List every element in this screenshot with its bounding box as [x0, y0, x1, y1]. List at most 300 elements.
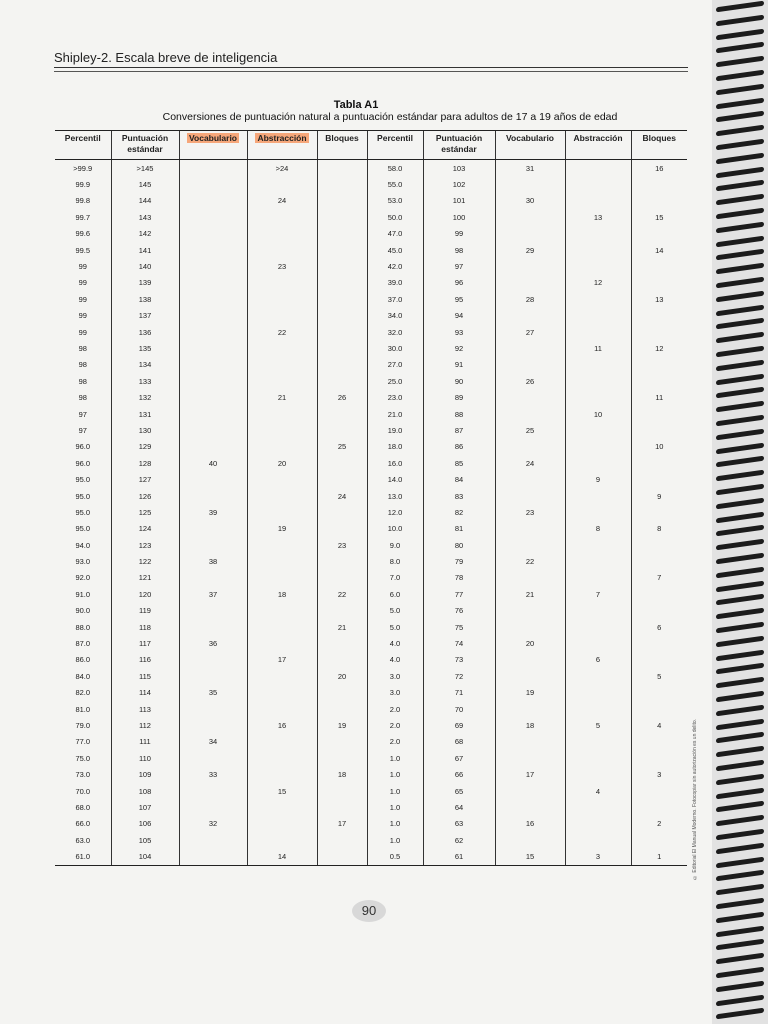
table-cell: 1.0	[367, 799, 423, 815]
copyright-note: © Editorial El Manual Moderno. Fotocopiar sin autorización es un delito.	[692, 718, 698, 880]
table-cell	[631, 783, 687, 799]
table-cell: 139	[111, 275, 179, 291]
table-cell: 18	[247, 586, 317, 602]
spiral-coil	[716, 539, 764, 551]
table-cell	[565, 455, 631, 471]
table-cell: 63	[423, 816, 495, 832]
table-cell: 2	[631, 816, 687, 832]
table-cell: 45.0	[367, 242, 423, 258]
table-cell: 95.0	[75, 507, 91, 517]
column-header-label: Puntuación estándar	[435, 133, 483, 154]
table-cell: 121	[111, 570, 179, 586]
table-cell	[317, 635, 367, 651]
table-row	[55, 324, 687, 340]
table-cell: 50.0	[367, 209, 423, 225]
spiral-coil	[716, 884, 764, 896]
table-cell: 61.0	[55, 848, 111, 865]
table-cell	[179, 521, 247, 537]
table-cell	[247, 504, 317, 520]
table-cell	[631, 504, 687, 520]
spiral-coil	[716, 194, 764, 206]
table-cell: 140	[111, 258, 179, 274]
table-cell	[179, 603, 247, 619]
spiral-coil	[716, 442, 764, 454]
table-cell	[631, 635, 687, 651]
spiral-coil	[716, 622, 764, 634]
table-cell	[179, 160, 247, 177]
table-cell: >24	[247, 160, 317, 177]
spiral-coil	[716, 125, 764, 137]
table-cell: 6	[565, 652, 631, 668]
spiral-coil	[716, 497, 764, 509]
table-cell	[247, 226, 317, 242]
table-cell	[317, 685, 367, 701]
table-cell: 11	[631, 389, 687, 405]
table-row	[55, 668, 687, 684]
table-cell: 23	[247, 258, 317, 274]
table-cell	[565, 701, 631, 717]
table-cell	[565, 226, 631, 242]
table-cell: 81	[423, 521, 495, 537]
table-cell	[179, 570, 247, 586]
table-cell: 14	[631, 242, 687, 258]
table-cell: 21.0	[367, 406, 423, 422]
table-cell	[565, 308, 631, 324]
spiral-coil	[716, 359, 764, 371]
table-cell	[495, 389, 565, 405]
table-cell: 15	[495, 848, 565, 865]
table-cell: 24	[317, 488, 367, 504]
table-cell	[179, 258, 247, 274]
table-cell	[179, 406, 247, 422]
table-row	[55, 242, 687, 258]
table-cell: 14.0	[367, 471, 423, 487]
table-cell: 143	[111, 209, 179, 225]
table-cell: 144	[111, 193, 179, 209]
table-cell	[631, 471, 687, 487]
table-cell: 9.0	[367, 537, 423, 553]
table-cell	[247, 799, 317, 815]
table-cell	[179, 242, 247, 258]
table-cell: 1.0	[367, 750, 423, 766]
table-cell	[317, 848, 367, 865]
table-row	[55, 816, 687, 832]
table-cell: 27.0	[367, 357, 423, 373]
table-cell: 7.0	[367, 570, 423, 586]
table-cell: 92.0	[75, 573, 91, 583]
table-cell: 115	[111, 668, 179, 684]
spiral-coil	[716, 1008, 764, 1020]
table-cell	[179, 848, 247, 865]
table-cell	[179, 717, 247, 733]
table-cell	[179, 340, 247, 356]
table-row	[55, 226, 687, 242]
table-cell: 4.0	[367, 652, 423, 668]
spiral-coil	[716, 470, 764, 482]
table-row	[55, 373, 687, 389]
table-cell: 7	[631, 570, 687, 586]
table-cell: 84.0	[75, 671, 91, 681]
column-header	[631, 131, 687, 160]
spiral-coil	[716, 815, 764, 827]
table-cell	[317, 832, 367, 848]
table-cell: 25	[495, 422, 565, 438]
spiral-coil	[716, 277, 764, 289]
table-cell	[317, 242, 367, 258]
spiral-binding	[712, 0, 768, 1024]
spiral-coil	[716, 387, 764, 399]
table-cell: 130	[111, 422, 179, 438]
table-cell: 98	[78, 376, 87, 386]
table-cell	[317, 799, 367, 815]
table-cell: 98	[78, 393, 87, 403]
table-cell: 120	[111, 586, 179, 602]
table-cell: 16.0	[367, 455, 423, 471]
table-cell	[247, 439, 317, 455]
table-cell	[317, 783, 367, 799]
table-cell: 69	[423, 717, 495, 733]
table-cell: 123	[111, 537, 179, 553]
spiral-coil	[716, 221, 764, 233]
spiral-coil	[716, 566, 764, 578]
table-row	[55, 701, 687, 717]
table-row	[55, 635, 687, 651]
table-cell: 66	[423, 766, 495, 782]
table-cell: 22	[495, 553, 565, 569]
table-cell: 3	[565, 848, 631, 865]
column-header	[317, 131, 367, 160]
table-cell: 16	[631, 160, 687, 177]
spiral-coil	[716, 14, 764, 26]
table-cell: 91.0	[75, 589, 91, 599]
table-cell	[247, 750, 317, 766]
spiral-coil	[716, 180, 764, 192]
table-cell	[179, 357, 247, 373]
table-cell: 19	[247, 521, 317, 537]
table-cell: 55.0	[367, 176, 423, 192]
table-cell	[179, 619, 247, 635]
table-cell: 133	[111, 373, 179, 389]
table-cell	[565, 389, 631, 405]
table-cell	[565, 685, 631, 701]
spiral-coil	[716, 346, 764, 358]
table-cell	[179, 422, 247, 438]
table-cell: 109	[111, 766, 179, 782]
table-row	[55, 799, 687, 815]
table-cell: 14	[247, 848, 317, 865]
table-cell: 23.0	[367, 389, 423, 405]
table-cell: 112	[111, 717, 179, 733]
spiral-coil	[716, 953, 764, 965]
table-cell: >99.9	[73, 163, 93, 173]
table-cell: 23	[495, 504, 565, 520]
table-cell: 111	[111, 734, 179, 750]
table-cell	[247, 209, 317, 225]
header-rule	[54, 67, 688, 72]
spiral-coil	[716, 290, 764, 302]
table-cell	[247, 340, 317, 356]
table-row	[55, 471, 687, 487]
table-cell	[495, 439, 565, 455]
spiral-coil	[716, 939, 764, 951]
table-cell	[179, 537, 247, 553]
table-cell: 138	[111, 291, 179, 307]
column-header	[565, 131, 631, 160]
table-cell: 4	[565, 783, 631, 799]
table-cell	[631, 685, 687, 701]
table-cell	[247, 471, 317, 487]
table-row	[55, 406, 687, 422]
table-cell: 3.0	[367, 668, 423, 684]
table-cell	[495, 209, 565, 225]
table-row	[55, 537, 687, 553]
table-row	[55, 717, 687, 733]
table-row	[55, 422, 687, 438]
table-cell	[631, 832, 687, 848]
table-cell	[495, 570, 565, 586]
table-cell: 26	[317, 389, 367, 405]
table-cell: 136	[111, 324, 179, 340]
table-cell	[495, 340, 565, 356]
table-cell	[247, 570, 317, 586]
table-cell: 99.6	[75, 229, 91, 239]
table-cell: 95.0	[75, 475, 91, 485]
table-cell	[179, 832, 247, 848]
table-row	[55, 783, 687, 799]
table-cell	[565, 832, 631, 848]
table-cell: 1.0	[367, 783, 423, 799]
column-header-label: Bloques	[325, 133, 359, 143]
table-cell	[179, 488, 247, 504]
table-cell: 81.0	[75, 704, 91, 714]
table-cell: 20	[317, 668, 367, 684]
spiral-coil	[716, 842, 764, 854]
table-cell: 108	[111, 783, 179, 799]
table-cell: 127	[111, 471, 179, 487]
table-cell	[631, 799, 687, 815]
spiral-coil	[716, 911, 764, 923]
table-cell: 0.5	[367, 848, 423, 865]
spiral-coil	[716, 967, 764, 979]
table-cell: 68	[423, 734, 495, 750]
table-cell: 113	[111, 701, 179, 717]
table-row	[55, 685, 687, 701]
spiral-coil	[716, 635, 764, 647]
table-cell	[495, 471, 565, 487]
table-cell: 34	[179, 734, 247, 750]
column-header-label: Puntuación estándar	[121, 133, 169, 154]
spiral-coil	[716, 208, 764, 220]
table-cell	[247, 357, 317, 373]
spiral-coil	[716, 152, 764, 164]
table-cell: 32	[179, 816, 247, 832]
table-cell	[631, 586, 687, 602]
table-cell	[179, 389, 247, 405]
table-cell: 98	[78, 343, 87, 353]
column-header	[55, 131, 111, 160]
spiral-coil	[716, 42, 764, 54]
column-header	[247, 131, 317, 160]
spiral-coil	[716, 801, 764, 813]
table-cell: 90	[423, 373, 495, 389]
table-cell	[565, 373, 631, 389]
table-cell: 86.0	[75, 655, 91, 665]
table-cell: 142	[111, 226, 179, 242]
table-cell: 63.0	[75, 835, 91, 845]
table-cell	[317, 176, 367, 192]
spiral-coil	[716, 760, 764, 772]
spiral-coil	[716, 994, 764, 1006]
table-cell	[179, 783, 247, 799]
table-cell: 18	[317, 766, 367, 782]
table-cell: >145	[111, 160, 179, 177]
column-header-label: Bloques	[642, 133, 677, 143]
table-cell: 10	[565, 406, 631, 422]
table-cell: 73	[423, 652, 495, 668]
table-cell: 131	[111, 406, 179, 422]
table-cell	[495, 734, 565, 750]
table-cell: 1.0	[367, 832, 423, 848]
spiral-coil	[716, 332, 764, 344]
table-cell: 21	[495, 586, 565, 602]
spiral-coil	[716, 484, 764, 496]
table-cell	[179, 291, 247, 307]
table-cell	[247, 766, 317, 782]
table-cell: 37	[179, 586, 247, 602]
table-row	[55, 521, 687, 537]
column-header	[367, 131, 423, 160]
table-cell: 102	[423, 176, 495, 192]
table-cell: 5	[565, 717, 631, 733]
table-cell: 107	[111, 799, 179, 815]
table-cell	[247, 176, 317, 192]
spiral-coil	[716, 97, 764, 109]
spiral-coil	[716, 235, 764, 247]
table-cell: 96.0	[75, 458, 91, 468]
table-cell	[247, 242, 317, 258]
spiral-coil	[716, 28, 764, 40]
table-cell: 114	[111, 685, 179, 701]
table-cell	[317, 193, 367, 209]
table-cell: 78	[423, 570, 495, 586]
table-cell: 99.9	[75, 180, 91, 190]
table-cell: 39	[179, 504, 247, 520]
table-cell: 6	[631, 619, 687, 635]
table-cell	[179, 308, 247, 324]
table-cell	[495, 750, 565, 766]
table-row	[55, 209, 687, 225]
table-cell	[565, 357, 631, 373]
table-cell	[317, 553, 367, 569]
table-cell	[317, 422, 367, 438]
table-cell	[495, 226, 565, 242]
table-cell: 2.0	[367, 734, 423, 750]
table-row	[55, 455, 687, 471]
table-cell: 47.0	[367, 226, 423, 242]
table-row	[55, 750, 687, 766]
table-cell: 40	[179, 455, 247, 471]
table-cell	[179, 193, 247, 209]
table-cell	[247, 488, 317, 504]
spiral-coil	[716, 263, 764, 275]
table-cell: 99	[78, 327, 87, 337]
table-cell	[631, 422, 687, 438]
table-cell: 116	[111, 652, 179, 668]
table-cell	[565, 553, 631, 569]
table-cell: 105	[111, 832, 179, 848]
table-cell	[565, 766, 631, 782]
table-cell: 96.0	[75, 442, 91, 452]
conversion-table	[55, 130, 687, 866]
table-cell: 11	[565, 340, 631, 356]
table-cell	[179, 799, 247, 815]
table-cell: 106	[111, 816, 179, 832]
spiral-coil	[716, 56, 764, 68]
table-cell: 30.0	[367, 340, 423, 356]
table-cell	[495, 521, 565, 537]
spiral-coil	[716, 746, 764, 758]
table-cell: 37.0	[367, 291, 423, 307]
spiral-coil	[716, 70, 764, 82]
column-header-label: Percentil	[377, 133, 413, 143]
table-cell: 19	[317, 717, 367, 733]
table-cell: 137	[111, 308, 179, 324]
table-cell: 99	[423, 226, 495, 242]
column-header-label: Percentil	[64, 133, 101, 143]
table-cell: 19.0	[367, 422, 423, 438]
table-cell	[317, 570, 367, 586]
table-cell: 95.0	[75, 524, 91, 534]
table-cell	[495, 832, 565, 848]
table-cell	[495, 275, 565, 291]
table-cell: 119	[111, 603, 179, 619]
table-cell	[565, 324, 631, 340]
spiral-coil	[716, 139, 764, 151]
spiral-coil	[716, 856, 764, 868]
table-cell	[631, 176, 687, 192]
spiral-coil	[716, 773, 764, 785]
table-cell: 64	[423, 799, 495, 815]
table-cell: 61	[423, 848, 495, 865]
table-row	[55, 275, 687, 291]
spiral-coil	[716, 925, 764, 937]
spiral-coil	[716, 732, 764, 744]
table-cell	[565, 799, 631, 815]
spiral-coil	[716, 829, 764, 841]
table-cell	[495, 652, 565, 668]
table-cell: 104	[111, 848, 179, 865]
table-cell: 94	[423, 308, 495, 324]
spiral-coil	[716, 870, 764, 882]
table-cell: 58.0	[367, 160, 423, 177]
table-cell	[179, 373, 247, 389]
table-cell: 7	[565, 586, 631, 602]
table-cell	[565, 570, 631, 586]
table-cell: 1.0	[367, 766, 423, 782]
table-cell	[631, 652, 687, 668]
table-cell: 94.0	[75, 540, 91, 550]
table-cell: 87.0	[75, 639, 91, 649]
table-cell: 99.5	[75, 245, 91, 255]
table-title: Tabla A1	[333, 99, 379, 111]
table-cell	[317, 750, 367, 766]
table-cell: 99.8	[75, 196, 91, 206]
column-header	[423, 131, 495, 160]
table-cell	[247, 734, 317, 750]
table-cell	[317, 471, 367, 487]
spiral-coil	[716, 304, 764, 316]
table-cell: 4	[631, 717, 687, 733]
